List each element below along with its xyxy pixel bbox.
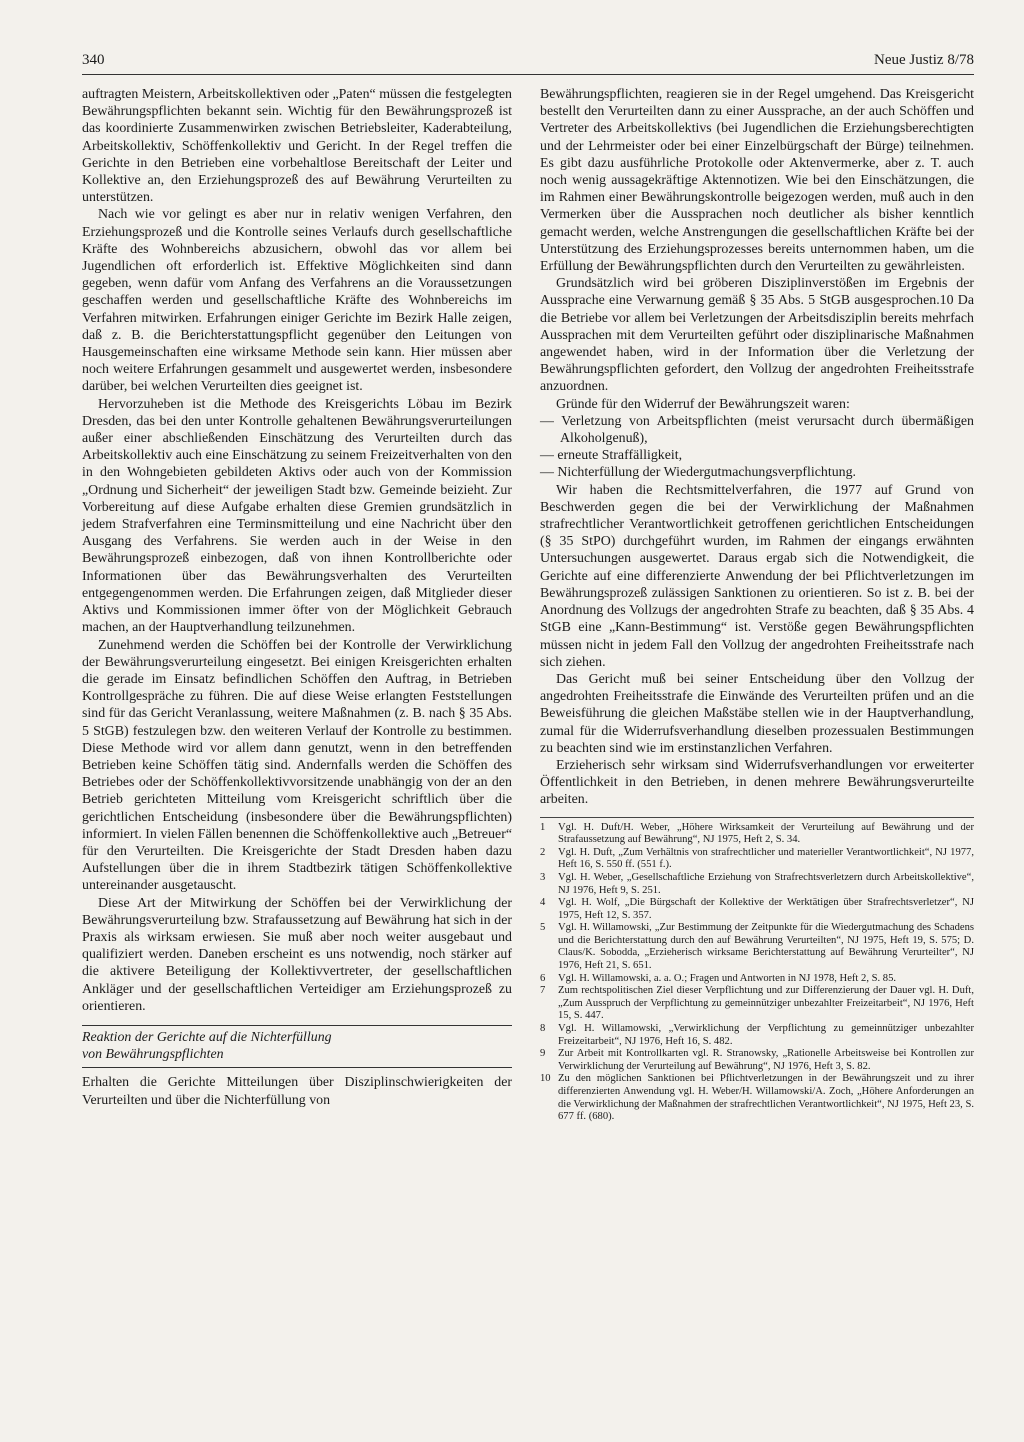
section-heading-line: Reaktion der Gerichte auf die Nichterfüllung	[82, 1029, 332, 1045]
footnotes	[540, 822, 974, 1124]
paragraph: auftragten Meistern, Arbeitskollektiven oder „Paten“ müssen die festgelegten Bewährungspflichten bekannt sein. Wichtig für den Bewährungsprozeß ist das koordinierte Zusammenwirken zwischen Betriebsleiter, Kaderabteilung, Arbeitskollektiv, Schöffenkollektiv und Gericht. In der Regel treffen die Gerichte in den Betrieben eine vorbehaltlose Bereitschaft der Leiter und Kollektive an, den Erziehungsprozeß des auf Bewährung Verurteilten zu unterstützen.	[82, 87, 512, 206]
footnote-divider	[540, 817, 974, 818]
footnote-number: 1	[540, 821, 546, 833]
journal-issue: Neue Justiz 8/78	[874, 52, 974, 68]
list-item: — Verletzung von Arbeitspflichten (meist verursacht durch übermäßigen Alkoholgenuß),	[540, 413, 974, 447]
footnote-number: 9	[540, 1048, 546, 1060]
paragraph: Wir haben die Rechtsmittelverfahren, die 1977 auf Grund von Beschwerden gegen die bei der Verwirklichung der Maßnahmen strafrechtlicher Verantwortlichkeit getroffenen gerichtlichen Entscheidungen (§ 35 StPO) durchgeführt wurden, im Rahmen der eingangs erwähnten Untersuchungen ausgewertet. Daraus ergab sich die Notwendigkeit, die Gerichte auf eine differenzierte Anwendung der bei Pflichtverletzungen im Bewährungsprozeß zulässigen Sanktionen zu orientieren. So ist z. B. bei der Anordnung des Vollzugs der angedrohten Strafe zu beachten, daß § 35 Abs. 4 StGB eine „Kann-Bestimmung“ ist. Verstöße gegen Bewährungspflichten müssen nicht in jedem Fall den Vollzug der angedrohten Freiheitsstrafe nach sich ziehen.	[540, 482, 974, 670]
footnote-text: Zu den möglichen Sanktionen bei Pflichtverletzungen in der Bewährungszeit und zu ihrer differenzierten Anwendung vgl. H. Weber/H. Willamowski/A. Zoch, „Höhere Anforderungen an die Verwirklichung der Maßnahmen der strafrechtlichen Verantwortlichkeit“, NJ 1975, Heft 23, S. 677 ff. (680).	[558, 1073, 974, 1123]
footnote	[540, 1023, 974, 1048]
paragraph: Gründe für den Widerruf der Bewährungszeit waren:	[556, 396, 850, 412]
footnote-text: Vgl. H. Willamowski, „Verwirklichung der Verpflichtung zu gemeinnütziger unbezahlter Freizeitarbeit“, NJ 1976, Heft 16, S. 482.	[558, 1023, 974, 1047]
footnote-text: Zum rechtspolitischen Ziel dieser Verpflichtung und zur Differenzierung der Dauer vgl. H. Duft, „Zum Ausspruch der Verpflichtung zu gemeinnütziger unbezahlter Freizeitarbeit“, NJ 1976, Heft 15, S. 447.	[558, 985, 974, 1022]
paragraph: Nach wie vor gelingt es aber nur in relativ wenigen Verfahren, den Erziehungsprozeß und die Kontrolle seines Verlaufs durch gesellschaftliche Kräfte des Wohnbereichs abzusichern, obwohl das vor allem bei Jugendlichen oft erforderlich ist. Effektive Möglichkeiten sind dann gegeben, wenn dafür vom Anfang des Verfahrens an die Voraussetzungen geschaffen werden und gesellschaftliche Kräfte des Wohnbereichs im Verfahren mitwirken. Erfahrungen einiger Gerichte im Bezirk Halle zeigen, daß z. B. die Berichterstattungspflicht gegenüber den Leitungen von Hausgemeinschaften eine wirksame Methode sein kann. Hier müssen aber noch weitere Erfahrungen gesammelt und ausgewertet werden, insbesondere darüber, bei welchen Verurteilten dies geeignet ist.	[82, 207, 512, 395]
footnote	[540, 985, 974, 1023]
paragraph: Bewährungspflichten, reagieren sie in der Regel umgehend. Das Kreisgericht bestellt den Verurteilten dann zu einer Aussprache, an der auch Schöffen und Vertreter des Arbeitskollektivs (bei Jugendlichen die Erziehungsberechtigten und der Lehrmeister oder bei einer Einzelbürgschaft der Bürge) teilnehmen. Es gibt dazu ausführliche Protokolle oder Aktenvermerke, aber z. T. auch noch wenig aussagekräftige Aktennotizen. Wie bei den Einschätzungen, die im Rahmen einer Bewährungskontrolle beigezogen werden, muß auch in den Vermerken über die Aussprachen noch deutlicher als bisher kenntlich gemacht werden, welche Anstrengungen die gesellschaftlichen Kräfte bei der Unterstützung des Erziehungsprozesses bereits unternommen haben, um die Erfüllung der Bewährungspflichten durch den Verurteilten zu gewährleisten.	[540, 87, 974, 275]
paragraph: Das Gericht muß bei seiner Entscheidung über den Vollzug der angedrohten Freiheitsstrafe die Einwände des Verurteilten prüfen und an die Beweisführung die gleichen Maßstäbe stellen wie in der Hauptverhandlung, zumal für die Widerrufsverhandlung dieselben prozessualen Bestimmungen zu beachten sind wie im erstinstanzlichen Verfahren.	[540, 671, 974, 756]
footnote-number: 2	[540, 846, 546, 858]
list-item: — Nichterfüllung der Wiedergutmachungsverpflichtung.	[540, 465, 857, 481]
footnote-number: 3	[540, 871, 546, 883]
footnote-text: Zur Arbeit mit Kontrollkarten vgl. R. Stranowsky, „Rationelle Arbeitsweise bei Kontrollen zur Verwirklichung der Verurteilung auf Bewährung“, NJ 1976, Heft 3, S. 82.	[558, 1048, 974, 1072]
footnote-number: 6	[540, 972, 546, 984]
footnote-number: 7	[540, 985, 546, 997]
section-heading	[82, 1025, 512, 1068]
paragraph: Erhalten die Gerichte Mitteilungen über Disziplinschwierigkeiten der Verurteilten und über die Nichterfüllung von	[82, 1075, 512, 1108]
footnote-text: Vgl. H. Willamowski, a. a. O.; Fragen und Antworten in NJ 1978, Heft 2, S. 85.	[558, 972, 897, 984]
page-number: 340	[82, 52, 105, 68]
footnote	[540, 897, 974, 922]
footnote	[540, 973, 974, 986]
footnote-number: 10	[540, 1073, 551, 1085]
footnote-text: Vgl. H. Wolf, „Die Bürgschaft der Kollektive der Werktätigen über Strafrechtsverletzer“, NJ 1975, Heft 12, S. 357.	[558, 897, 974, 921]
paragraph: Diese Art der Mitwirkung der Schöffen bei der Verwirklichung der Bewährungsverurteilung bzw. Strafaussetzung auf Bewährung hat sich in der Praxis als wirksam erwiesen. Sie muß aber noch weiter ausgebaut und qualifiziert werden. Daneben erscheint es uns notwendig, noch stärker auf die aktivere Beteiligung der Kollektivvertreter, der gesellschaftlichen Ankläger und der gesellschaftlichen Verteidiger am Erziehungsprozeß zu orientieren.	[82, 895, 512, 1014]
footnote-text: Vgl. H. Weber, „Gesellschaftliche Erziehung von Strafrechtsverletzern durch Arbeitskollektive“, NJ 1976, Heft 9, S. 251.	[558, 871, 974, 896]
footnote-text: Vgl. H. Duft/H. Weber, „Höhere Wirksamkeit der Verurteilung auf Bewährung und der Strafaussetzung auf Bewährung“, NJ 1975, Heft 2, S. 34.	[558, 821, 974, 846]
page-header	[82, 52, 974, 75]
paragraph: Grundsätzlich wird bei gröberen Disziplinverstößen im Ergebnis der Aussprache eine Verwarnung gemäß § 35 Abs. 5 StGB ausgesprochen.10 Da die Betriebe vor allem bei Verletzungen der Arbeitsdisziplin bereits mehrfach Aussprachen mit dem Verurteilten geführt oder disziplinarische Maßnahmen angewendet haben, wird in der Information über die Verletzung der Bewährungspflichten gefordert, den Vollzug der angedrohten Freiheitsstrafe anzuordnen.	[540, 276, 974, 395]
left-column	[82, 86, 512, 1109]
footnote	[540, 847, 974, 872]
paragraph: Erzieherisch sehr wirksam sind Widerrufsverhandlungen vor erweiterter Öffentlichkeit in den Betrieben, in denen mehrere Bewährungsverurteilte arbeiten.	[540, 757, 974, 808]
paragraph: Zunehmend werden die Schöffen bei der Kontrolle der Verwirklichung der Bewährungsverurteilung eingesetzt. Bei einigen Kreisgerichten erhalten die gerade im Einsatz befindlichen Schöffen den Auftrag, in Betrieben Kontrollgespräche zu führen. Die auf diese Weise erlangten Feststellungen sind für das Gericht Veranlassung, weitere Maßnahmen (z. B. nach § 35 Abs. 5 StGB) festzulegen bzw. den weiteren Verlauf der Kontrolle zu bestimmen. Diese Methode wird vor allem dann genutzt, wenn in den betreffenden Betrieben keine Schöffen tätig sind. Andernfalls werden die Schöffen des Betriebes oder der Schöffenkollektivvorsitzende unabhängig von der an den Betrieb gerichteten Mitteilung vom Kreisgericht schriftlich über die gerichtlichen Entscheidung (insbesondere über die Bewährungspflichten) informiert. In vielen Fällen benennen die Schöffenkollektive auch „Betreuer“ für den Verurteilten. Die Kreisgerichte der Stadt Dresden haben dazu Aufstellungen über die in ihrem Stadtbezirk tätigen Schöffenkollektive untereinander ausgetauscht.	[82, 637, 512, 894]
footnote	[540, 922, 974, 972]
paragraph: Hervorzuheben ist die Methode des Kreisgerichts Löbau im Bezirk Dresden, das bei den unter Kontrolle gehaltenen Bewährungsverurteilungen außer einer abschließenden Einschätzung des Verurteilten durch das Arbeitskollektiv auch eine Einschätzung zu seinem Freizeitverhalten von den in den Wohngebieten gebildeten Aktivs oder auch von der Kommission „Ordnung und Sicherheit“ der jeweiligen Stadt bzw. Gemeinde beizieht. Zur Vorbereitung auf diese Aufgabe erhalten diese Gremien grundsätzlich in jedem Strafverfahren eine Terminsmitteilung und eine Nachricht über den Ausgang des Verfahrens. Sie werden auch in der Weise in den Bewährungsprozeß einbezogen, daß von ihnen Kontrollberichte oder Informationen über das Bewährungsverhalten des Verurteilten entgegengenommen werden. Die Erfahrungen zeigen, daß Mitglieder dieser Aktivs und Kommissionen immer öfter von der Möglichkeit Gebrauch machen, an der Hauptverhandlung teilzunehmen.	[82, 396, 512, 636]
footnote-text: Vgl. H. Duft, „Zum Verhältnis von strafrechtlicher und materieller Verantwortlichkeit“, NJ 1977, Heft 16, S. 550 ff. (551 f.).	[558, 846, 974, 871]
footnote-number: 8	[540, 1023, 546, 1035]
section-heading-line: von Bewährungspflichten	[82, 1047, 224, 1063]
footnote-number: 5	[540, 922, 546, 934]
footnote	[540, 872, 974, 897]
footnote	[540, 1073, 974, 1123]
list-item: — erneute Straffälligkeit,	[540, 448, 683, 464]
footnote-text: Vgl. H. Willamowski, „Zur Bestimmung der Zeitpunkte für die Wiedergutmachung des Schadens und die Berichterstattung durch den auf Bewährung Verurteilten“, NJ 1975, Heft 19, S. 575; D. Claus/K. Sobodda, „Erzieherisch wirksame Berichterstattung auf Bewährung Verurteilter“, NJ 1976, Heft 21, S. 651.	[558, 922, 974, 972]
footnote	[540, 1048, 974, 1073]
footnote	[540, 822, 974, 847]
footnote-number: 4	[540, 897, 546, 909]
right-column	[540, 86, 974, 1124]
